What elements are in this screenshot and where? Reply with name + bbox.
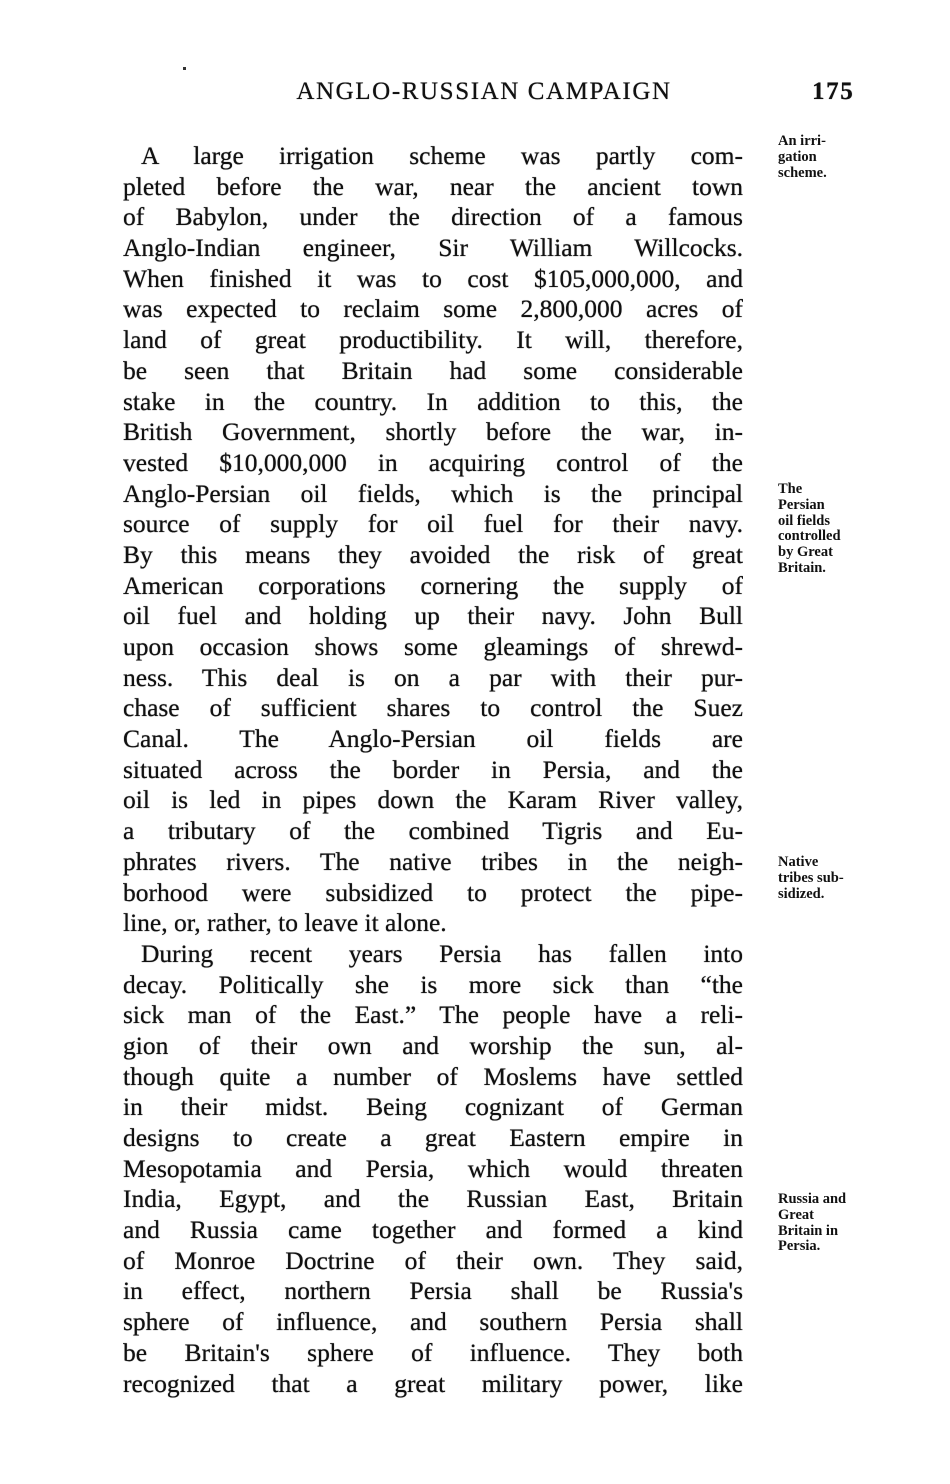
text-line: a tributary of the combined Tigris and Eu-	[123, 816, 743, 846]
margin-note-line: tribes sub-	[778, 869, 844, 886]
text-line: land of great productibility. It will, therefore,	[123, 325, 743, 355]
text-line: source of supply for oil fuel for their navy.	[123, 509, 743, 539]
text-line: be Britain's sphere of influence. They both	[123, 1337, 743, 1367]
text-line: be seen that Britain had some considerable	[123, 355, 743, 385]
margin-note-line: scheme.	[778, 164, 827, 181]
text-line: recognized that a great military power, like	[123, 1368, 743, 1398]
margin-note-line: controlled	[778, 528, 841, 545]
text-line: Anglo-Persian oil fields, which is the principal	[123, 478, 743, 508]
running-header-title: ANGLO-RUSSIAN CAMPAIGN	[296, 78, 672, 105]
margin-note-line: Native	[778, 854, 819, 870]
scan-speck	[183, 67, 186, 70]
margin-note-line: by Great	[778, 544, 833, 561]
text-line: of Monroe Doctrine of their own. They said,	[123, 1245, 743, 1275]
text-line: in effect, northern Persia shall be Russia's	[123, 1276, 743, 1306]
margin-note-line: Persian	[778, 496, 825, 513]
text-line: pleted before the war, near the ancient town	[123, 171, 743, 201]
margin-note-line: The	[778, 481, 803, 497]
body-text	[123, 141, 743, 1399]
text-line: vested $10,000,000 in acquiring control of the	[123, 447, 743, 477]
text-line: Mesopotamia and Persia, which would threaten	[123, 1153, 743, 1183]
text-line: and Russia came together and formed a kind	[123, 1215, 743, 1245]
text-line: was expected to reclaim some 2,800,000 acres of	[123, 294, 743, 324]
margin-note-line: Persia.	[778, 1238, 821, 1255]
margin-note-line: Britain.	[778, 559, 826, 576]
margin-note-line: gation	[778, 148, 817, 165]
margin-note-persian-oil	[778, 482, 841, 577]
text-line: of Babylon, under the direction of a famous	[123, 202, 743, 232]
margin-note-native-tribes	[778, 855, 844, 902]
text-line: During recent years Persia has fallen into	[141, 938, 743, 968]
text-line: When finished it was to cost $105,000,000, and	[123, 263, 743, 293]
margin-note-irrigation	[778, 134, 827, 181]
text-line: gion of their own and worship the sun, al-	[123, 1030, 743, 1060]
page-number: 175	[812, 78, 855, 105]
text-line: situated across the border in Persia, and the	[123, 754, 743, 784]
text-line: oil fuel and holding up their navy. John Bull	[123, 601, 743, 631]
text-line: Canal. The Anglo-Persian oil fields are	[123, 724, 743, 754]
text-line: stake in the country. In addition to this, the	[123, 386, 743, 416]
text-line: line, or, rather, to leave it alone.	[123, 908, 447, 938]
text-line: Anglo-Indian engineer, Sir William Willcocks.	[123, 233, 743, 263]
text-line: decay. Politically she is more sick than “the	[123, 969, 743, 999]
text-line: designs to create a great Eastern empire in	[123, 1123, 743, 1152]
margin-note-line: An irri-	[778, 133, 826, 149]
text-line: ness. This deal is on a par with their pur-	[123, 662, 743, 692]
margin-note-line: Russia and	[778, 1191, 847, 1207]
margin-note-russia-britain	[778, 1192, 846, 1255]
text-line: in their midst. Being cognizant of German	[123, 1092, 743, 1122]
text-line: sphere of influence, and southern Persia shall	[123, 1307, 743, 1337]
text-line: borhood were subsidized to protect the pipe-	[123, 877, 743, 907]
text-line: chase of sufficient shares to control the Suez	[123, 693, 743, 723]
margin-note-line: Britain in	[778, 1222, 839, 1239]
text-line: oil is led in pipes down the Karam River valley,	[123, 785, 743, 815]
text-line: phrates rivers. The native tribes in the neigh-	[123, 846, 743, 876]
text-line: upon occasion shows some gleamings of shrewd-	[123, 632, 743, 661]
text-line: A large irrigation scheme was partly com-	[141, 141, 743, 170]
text-line: though quite a number of Moslems have settled	[123, 1061, 743, 1091]
text-line: British Government, shortly before the war, in-	[123, 417, 743, 447]
text-line: sick man of the East.” The people have a reli-	[123, 1000, 743, 1030]
text-line: By this means they avoided the risk of great	[123, 539, 743, 569]
margin-note-line: Great	[778, 1206, 814, 1223]
margin-note-line: sidized.	[778, 885, 825, 902]
margin-note-line: oil fields	[778, 512, 830, 529]
text-line: American corporations cornering the supply of	[123, 570, 743, 600]
text-line: India, Egypt, and the Russian East, Britain	[123, 1184, 743, 1214]
